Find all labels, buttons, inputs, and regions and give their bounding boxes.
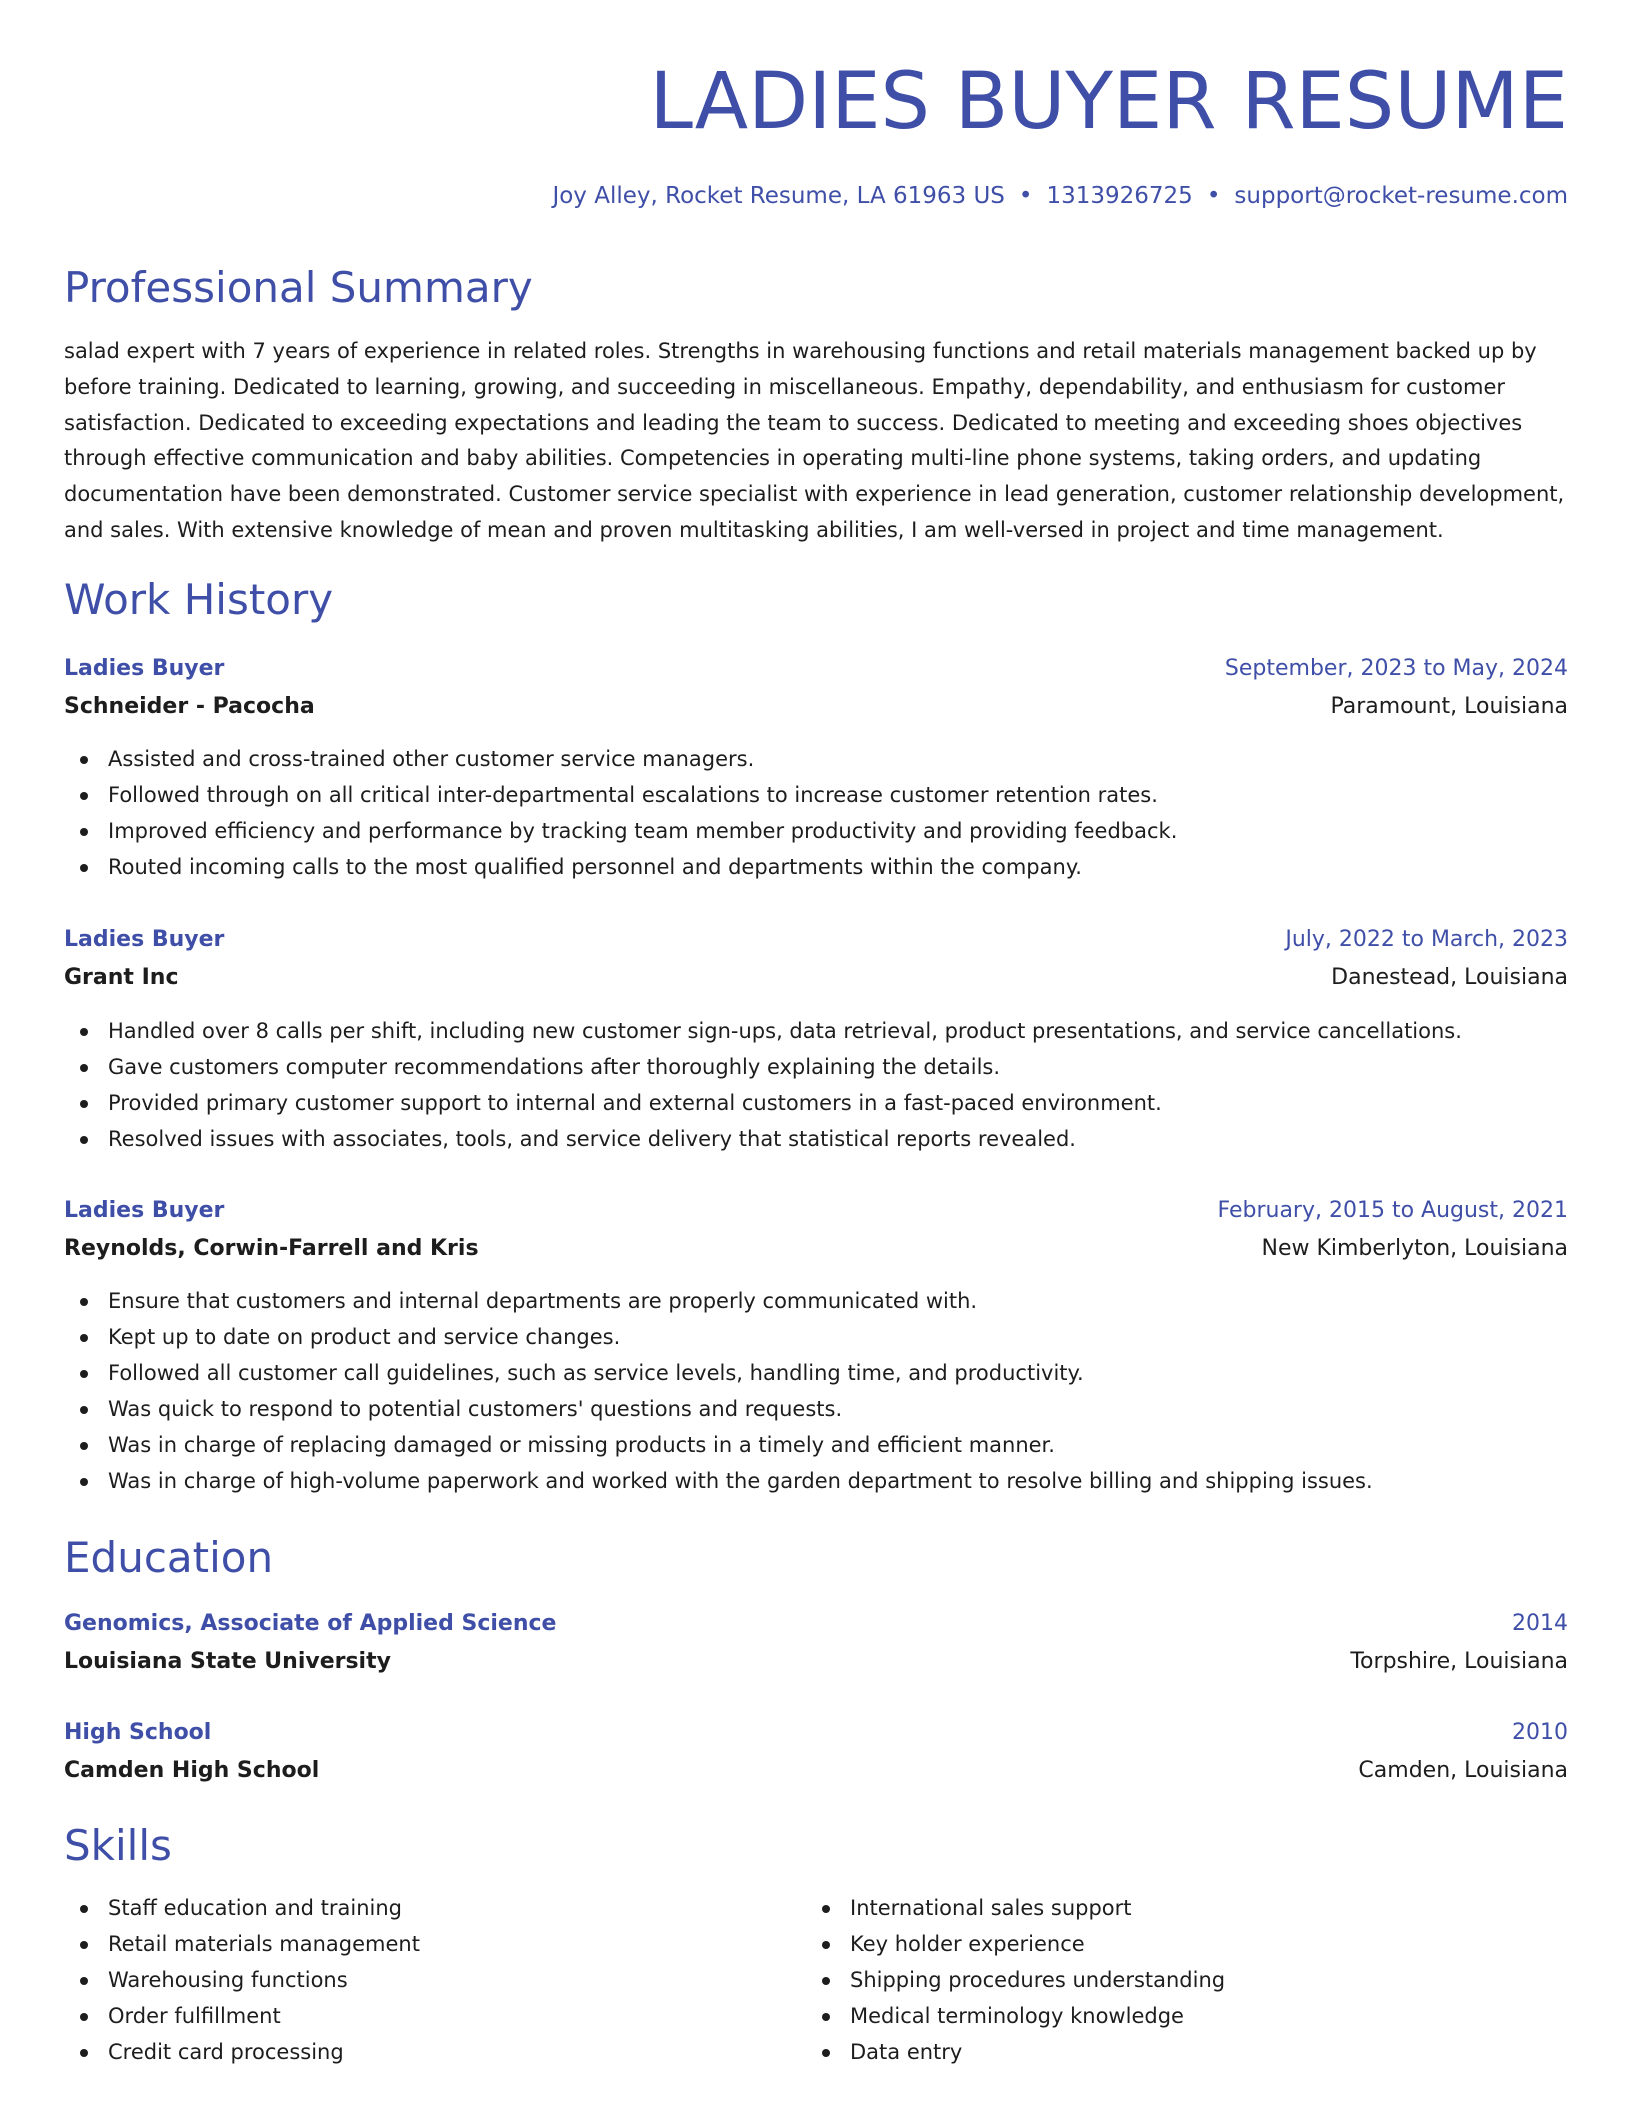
bullet-text: Was in charge of replacing damaged or missing products in a timely and efficient manner. — [108, 1433, 1055, 1457]
bullet-icon — [80, 864, 88, 872]
contact-email[interactable]: support@rocket-resume.com — [1234, 183, 1568, 209]
job-header-row — [64, 921, 1568, 959]
bullet-icon — [80, 1406, 88, 1414]
list-item — [64, 1391, 1568, 1427]
list-item — [64, 1049, 1568, 1085]
list-item — [64, 1121, 1568, 1157]
skill-text: Warehousing functions — [108, 1968, 348, 1992]
bullet-text: Was in charge of high-volume paperwork and worked with the garden department to resolve billing and shipping issues. — [108, 1469, 1373, 1493]
contact-line — [552, 180, 1568, 212]
job-employer-row — [64, 688, 1568, 726]
bullet-icon — [80, 756, 88, 764]
list-item — [64, 1427, 1568, 1463]
list-item — [64, 1013, 1568, 1049]
summary-text: salad expert with 7 years of experience in related roles. Strengths in warehousing functions and retail materials management backed up by before training. Dedicated to learning, growing, and succeeding in miscellaneous. Empathy, dependability, and enthusiasm for customer satisfaction. Dedicated to exceeding expectations and leading the team to success. Dedicated to meeting and exceeding shoes objectives through effective communication and baby abilities. Competencies in operating multi-line phone systems, taking orders, and updating documentation have been demonstrated. Customer service specialist with experience in lead generation, customer relationship development, and sales. With extensive knowledge of mean and proven multitasking abilities, I am well-versed in project and time management. — [64, 339, 1565, 542]
contact-phone: 1313926725 — [1046, 183, 1193, 209]
job-dates: February, 2015 to August, 2021 — [1217, 1198, 1568, 1223]
skills-list — [64, 1890, 764, 2070]
bullet-icon — [822, 2049, 830, 2057]
job-employer-row — [64, 1230, 1568, 1268]
bullet-icon — [80, 792, 88, 800]
resume-title: LADIES BUYER RESUME — [649, 57, 1568, 147]
list-item — [806, 2034, 1506, 2070]
bullet-icon — [822, 1905, 830, 1913]
job-dates: July, 2022 to March, 2023 — [1285, 927, 1568, 952]
job-entry — [64, 1192, 1568, 1499]
education-location: Torpshire, Louisiana — [1350, 1649, 1568, 1674]
bullet-icon — [80, 1136, 88, 1144]
bullet-text: Kept up to date on product and service changes. — [108, 1325, 621, 1349]
bullet-text: Followed all customer call guidelines, such as service levels, handling time, and productivity. — [108, 1361, 1084, 1385]
bullet-icon — [80, 1977, 88, 1985]
bullet-icon — [80, 1064, 88, 1072]
job-location: Danestead, Louisiana — [1331, 965, 1568, 990]
job-header-row — [64, 1192, 1568, 1230]
list-item — [64, 849, 1568, 885]
list-item — [806, 1998, 1506, 2034]
job-entry — [64, 650, 1568, 885]
list-item — [64, 1998, 764, 2034]
list-item — [64, 1283, 1568, 1319]
skill-text: Shipping procedures understanding — [850, 1968, 1226, 1992]
list-item — [64, 2034, 764, 2070]
list-item — [64, 813, 1568, 849]
education-location: Camden, Louisiana — [1358, 1758, 1568, 1783]
job-employer: Grant Inc — [64, 965, 179, 990]
list-item — [806, 1926, 1506, 1962]
job-dates: September, 2023 to May, 2024 — [1224, 656, 1568, 681]
bullet-icon — [80, 1298, 88, 1306]
bullet-icon — [80, 1370, 88, 1378]
job-role: Ladies Buyer — [64, 656, 225, 681]
bullet-text: Resolved issues with associates, tools, and service delivery that statistical reports revealed. — [108, 1127, 1076, 1151]
next-section-heading-clipped — [64, 2090, 184, 2112]
job-location: New Kimberlyton, Louisiana — [1261, 1236, 1568, 1261]
bullet-text: Assisted and cross-trained other customer service managers. — [108, 747, 755, 771]
job-employer: Reynolds, Corwin-Farrell and Kris — [64, 1236, 479, 1261]
bullet-icon — [80, 1442, 88, 1450]
contact-address: Joy Alley, Rocket Resume, LA 61963 US — [552, 183, 1005, 209]
bullet-icon — [80, 1334, 88, 1342]
education-school: Louisiana State University — [64, 1649, 391, 1674]
job-entry — [64, 921, 1568, 1157]
list-item — [64, 1962, 764, 1998]
contact-separator: • — [1206, 183, 1221, 209]
job-employer-row — [64, 959, 1568, 997]
list-item — [64, 1463, 1568, 1499]
education-school-row — [64, 1643, 1568, 1681]
bullet-icon — [822, 1977, 830, 1985]
bullet-text: Ensure that customers and internal departments are properly communicated with. — [108, 1289, 978, 1313]
skill-text: Staff education and training — [108, 1896, 402, 1920]
section-title-professional-summary: Professional Summary — [64, 263, 533, 312]
bullet-icon — [80, 2013, 88, 2021]
job-bullets — [64, 1013, 1568, 1157]
education-header-row — [64, 1714, 1568, 1752]
job-employer: Schneider - Pacocha — [64, 694, 315, 719]
education-degree: Genomics, Associate of Applied Science — [64, 1611, 557, 1636]
skill-text: Data entry — [850, 2040, 963, 2064]
bullet-icon — [80, 2049, 88, 2057]
education-entry — [64, 1714, 1568, 1790]
bullet-icon — [822, 1941, 830, 1949]
skills-column-left — [64, 1890, 764, 2070]
education-year: 2014 — [1512, 1611, 1568, 1636]
education-header-row — [64, 1605, 1568, 1643]
skill-text: International sales support — [850, 1896, 1132, 1920]
list-item — [64, 1355, 1568, 1391]
education-entry — [64, 1605, 1568, 1681]
job-bullets — [64, 1283, 1568, 1499]
education-degree: High School — [64, 1720, 212, 1745]
bullet-icon — [822, 2013, 830, 2021]
list-item — [64, 1890, 764, 1926]
skill-text: Key holder experience — [850, 1932, 1085, 1956]
contact-separator: • — [1018, 183, 1033, 209]
skill-text: Medical terminology knowledge — [850, 2004, 1184, 2028]
list-item — [64, 777, 1568, 813]
section-title-work-history: Work History — [64, 575, 334, 624]
bullet-icon — [80, 828, 88, 836]
bullet-text: Followed through on all critical inter-departmental escalations to increase customer retention rates. — [108, 783, 1158, 807]
skill-text: Order fulfillment — [108, 2004, 281, 2028]
section-title-education: Education — [64, 1533, 274, 1582]
skills-list — [806, 1890, 1506, 2070]
education-school-row — [64, 1752, 1568, 1790]
section-title-skills: Skills — [64, 1821, 172, 1870]
job-role: Ladies Buyer — [64, 1198, 225, 1223]
skill-text: Retail materials management — [108, 1932, 420, 1956]
education-year: 2010 — [1512, 1720, 1568, 1745]
clipped-heading-glyphs — [64, 2100, 174, 2112]
list-item — [806, 1890, 1506, 1926]
job-location: Paramount, Louisiana — [1330, 694, 1568, 719]
list-item — [806, 1962, 1506, 1998]
skill-text: Credit card processing — [108, 2040, 344, 2064]
list-item — [64, 741, 1568, 777]
bullet-icon — [80, 1905, 88, 1913]
bullet-text: Handled over 8 calls per shift, including new customer sign-ups, data retrieval, product presentations, and service cancellations. — [108, 1019, 1462, 1043]
job-role: Ladies Buyer — [64, 927, 225, 952]
list-item — [64, 1319, 1568, 1355]
bullet-icon — [80, 1478, 88, 1486]
list-item — [64, 1926, 764, 1962]
bullet-text: Routed incoming calls to the most qualified personnel and departments within the company. — [108, 855, 1082, 879]
list-item — [64, 1085, 1568, 1121]
skills-column-right — [806, 1890, 1506, 2070]
bullet-text: Gave customers computer recommendations after thoroughly explaining the details. — [108, 1055, 1001, 1079]
bullet-text: Improved efficiency and performance by tracking team member productivity and providing feedback. — [108, 819, 1178, 843]
bullet-icon — [80, 1028, 88, 1036]
education-school: Camden High School — [64, 1758, 320, 1783]
job-bullets — [64, 741, 1568, 885]
job-header-row — [64, 650, 1568, 688]
bullet-text: Was quick to respond to potential customers' questions and requests. — [108, 1397, 843, 1421]
bullet-icon — [80, 1100, 88, 1108]
bullet-icon — [80, 1941, 88, 1949]
bullet-text: Provided primary customer support to internal and external customers in a fast-paced environment. — [108, 1091, 1162, 1115]
